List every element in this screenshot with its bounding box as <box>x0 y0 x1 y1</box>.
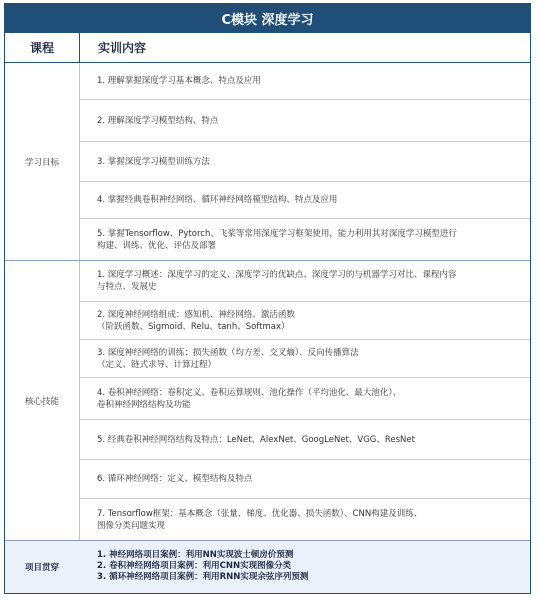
skill-text: 3. 深度神经网络的训练：损失函数（均方差、交叉熵）、反向传播算法 <box>97 347 359 358</box>
section-label-skills: 核心技能 <box>24 396 59 407</box>
skill-text: 7. Tensorflow框架：基本概念（张量、梯度、优化器、损失函数）、CNN构建及训练、 <box>97 508 423 519</box>
skill-item <box>80 460 530 499</box>
training-table <box>4 3 531 594</box>
skill-text: 4. 卷积神经网络：卷积定义、卷积运算规则、池化操作（平均池化、最大池化）、 <box>97 387 402 398</box>
objective-text: 4. 掌握经典卷积神经网络、循环神经网络模型结构、特点及应用 <box>97 195 338 205</box>
objective-text: 5. 掌握Tensorflow、Pytorch、飞桨等常用深度学习框架使用，能力利用其对深度学习模型进行 <box>97 228 457 239</box>
skill-text: 卷积神经网络结构及功能 <box>97 399 191 410</box>
skill-item <box>80 261 530 302</box>
project-item: 3. 循环神经网络项目案例：利用RNN实现余弦序列预测 <box>97 572 309 582</box>
header-content: 实训内容 <box>79 33 530 62</box>
skill-text: 2. 深度神经网络组成：感知机、神经网络、激活函数 <box>97 309 295 320</box>
section-label-objectives: 学习目标 <box>24 157 59 168</box>
skill-text: 图像分类问题实现 <box>97 520 166 531</box>
objective-text: 构建、训练、优化、评估及部署 <box>97 240 217 251</box>
skill-item <box>80 378 530 420</box>
skill-text: （阶跃函数、Sigmoid、Relu、tanh、Softmax） <box>97 321 290 332</box>
table-title: C模块 深度学习 <box>5 4 530 33</box>
objective-item <box>80 63 530 100</box>
skill-item <box>80 420 530 460</box>
objective-item <box>80 142 530 182</box>
objective-text: 3. 掌握深度学习模型训练方法 <box>97 156 210 167</box>
objective-text: 2. 理解深度学习模型结构、特点 <box>97 115 219 126</box>
objective-item <box>80 182 530 219</box>
header-course: 课程 <box>29 41 54 55</box>
skill-text: 5. 经典卷积神经网络结构及特点：LeNet、AlexNet、GoogLeNet、VGG、ResNet <box>97 434 415 445</box>
skill-text: 与特点、发展史 <box>97 282 157 292</box>
objective-text: 1. 理解掌握深度学习基本概念、特点及应用 <box>97 76 261 86</box>
section-label-projects: 项目贯穿 <box>24 562 59 573</box>
project-item: 2. 卷积神经网络项目案例：利用CNN实现图像分类 <box>97 561 292 571</box>
project-list <box>80 540 530 593</box>
objective-item <box>80 219 530 260</box>
skill-item <box>80 340 530 378</box>
table-header-row <box>5 33 530 63</box>
objective-item <box>80 100 530 142</box>
skill-text: 1. 深度学习概述：深度学习的定义、深度学习的优缺点、深度学习的与机器学习对比、课程内容 <box>97 270 457 280</box>
skill-item <box>80 499 530 540</box>
skill-item <box>80 302 530 340</box>
project-item: 1. 神经网络项目案例：利用NN实现波士顿房价预测 <box>97 550 294 560</box>
skill-text: 6. 循环神经网络：定义、模型结构及特点 <box>97 474 253 484</box>
skill-text: （定义、链式求导、计算过程） <box>97 359 217 370</box>
